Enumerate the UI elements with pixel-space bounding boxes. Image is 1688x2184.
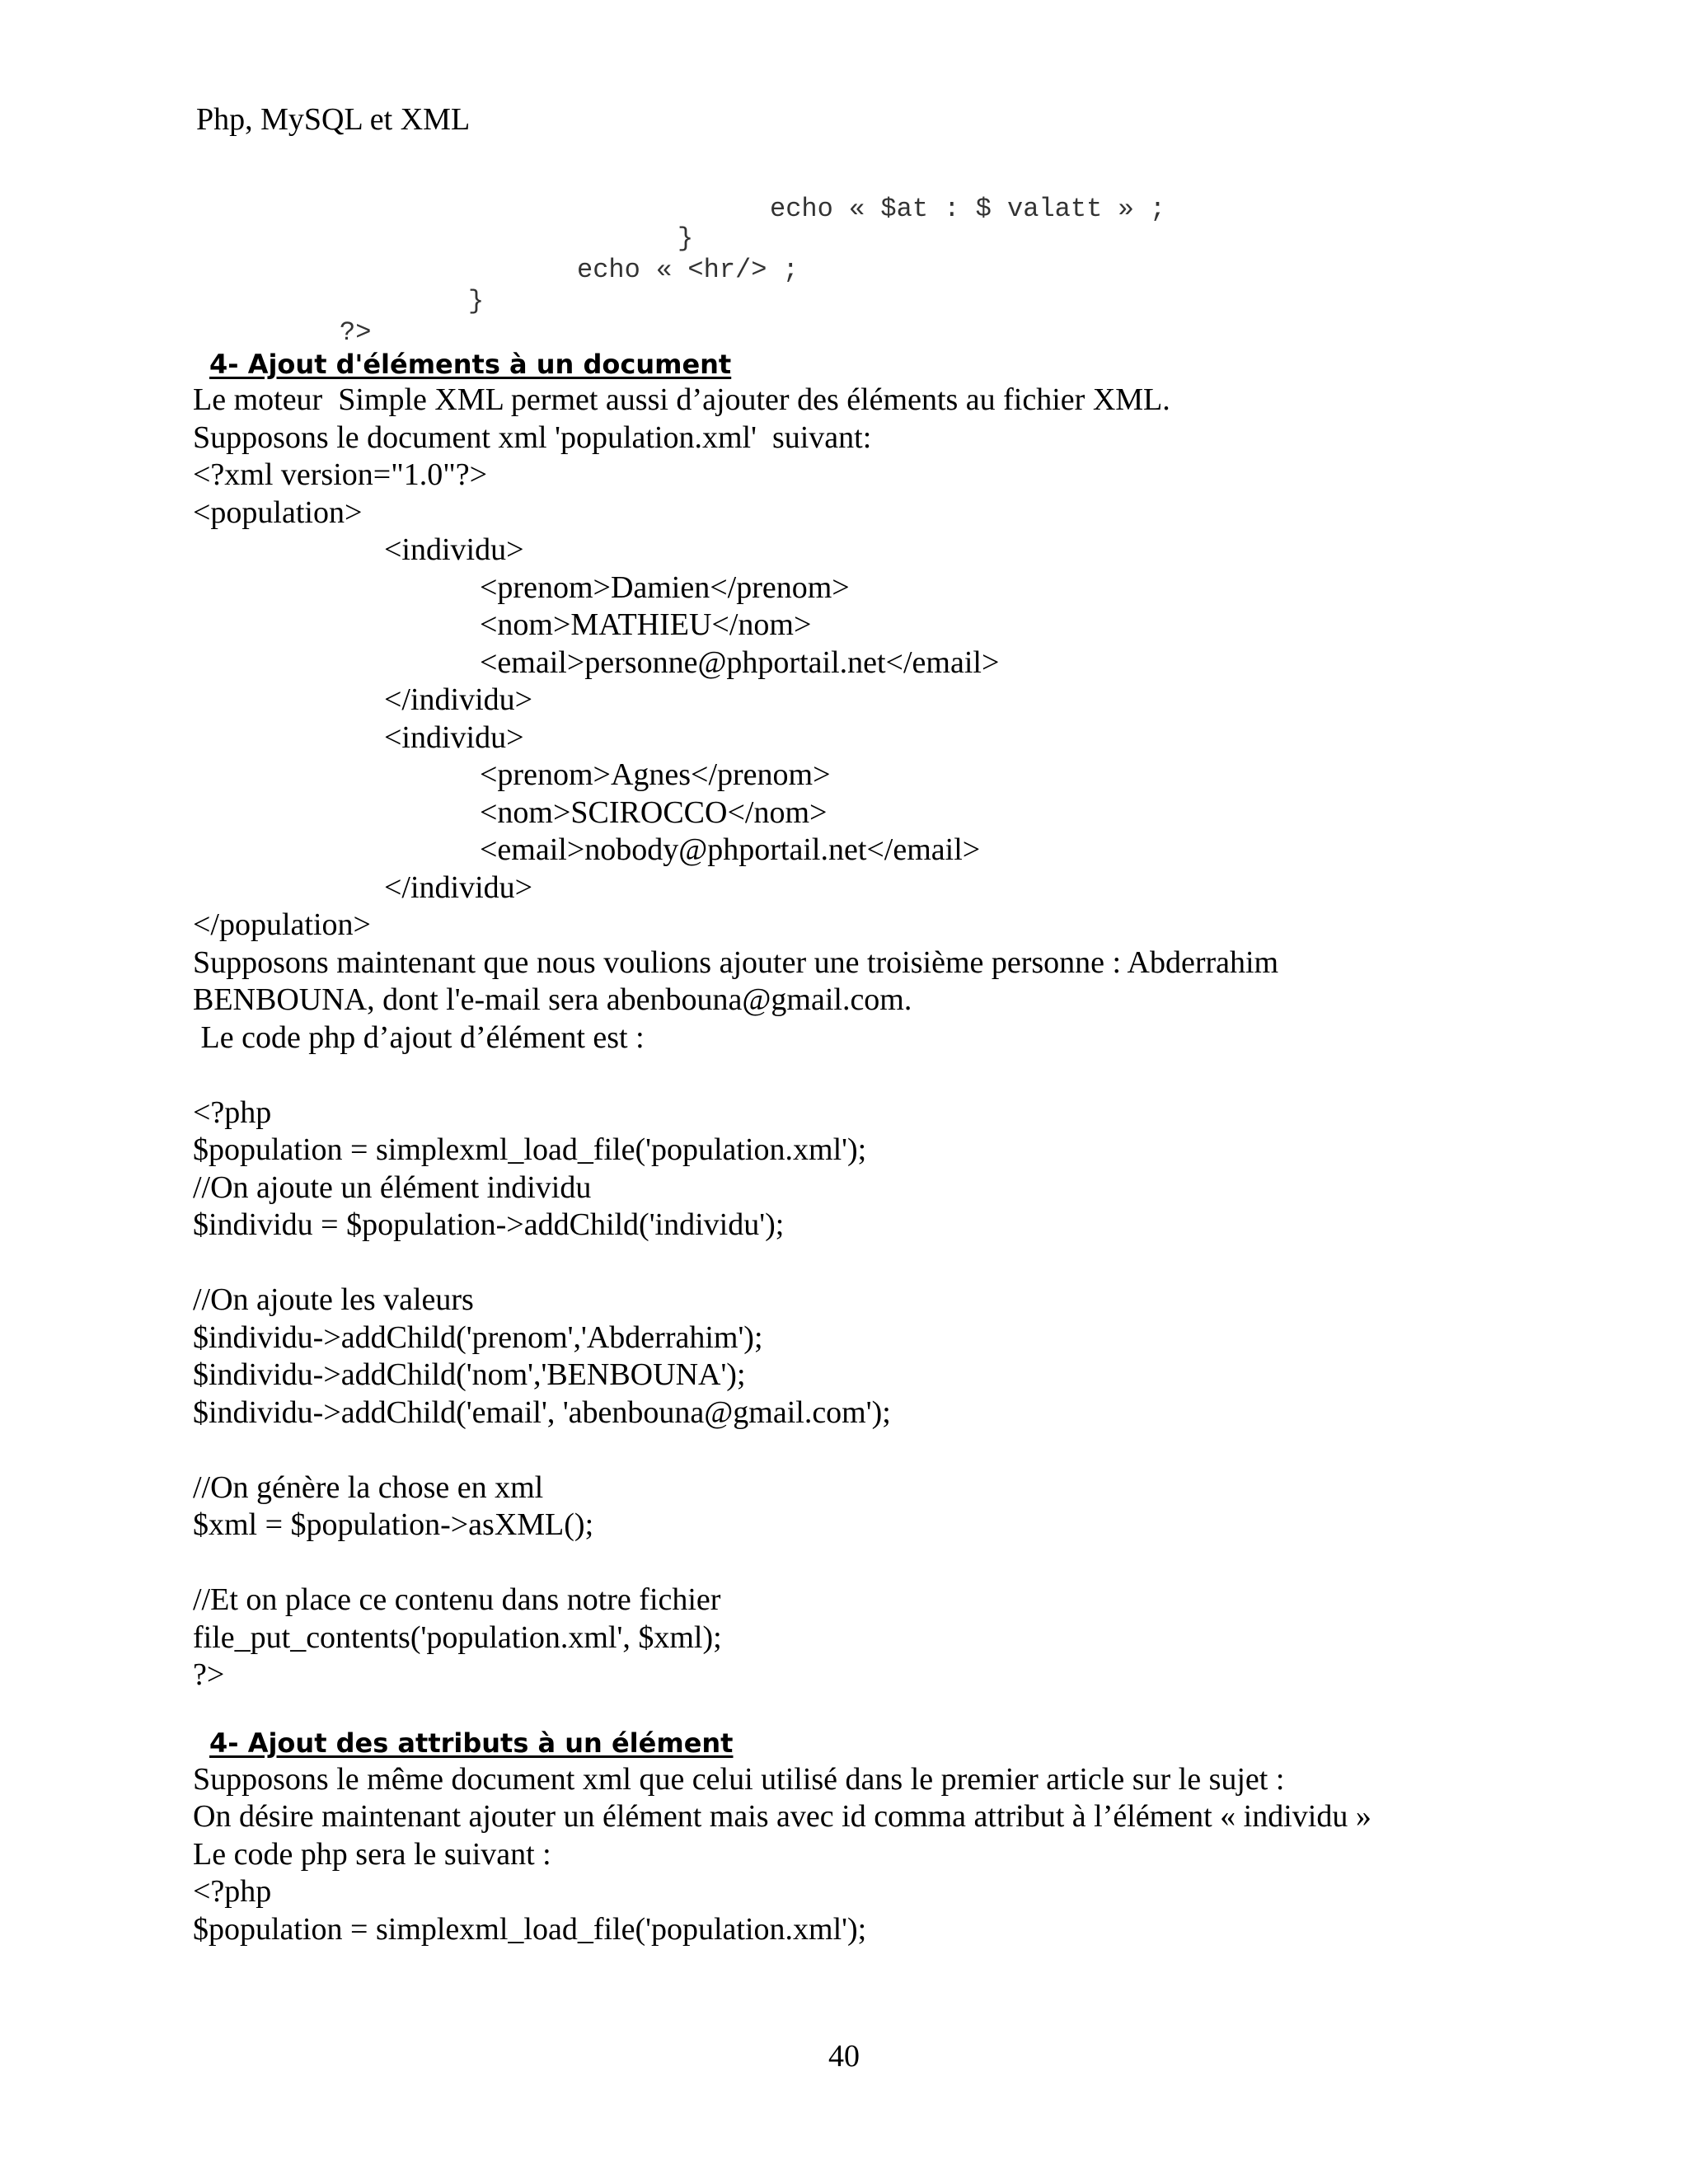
code-line: echo « <hr/> ; <box>577 255 799 285</box>
php-code-line: ?> <box>193 1657 225 1692</box>
paragraph-line: Supposons le document xml 'population.xml' suivant: <box>193 420 872 455</box>
php-code-line: $population = simplexml_load_file('population.xml'); <box>193 1132 867 1167</box>
php-code-line: $individu->addChild('prenom','Abderrahim'); <box>193 1320 763 1355</box>
xml-line: <individu> <box>384 532 524 567</box>
page-number: 40 <box>828 2039 860 2074</box>
xml-line: <individu> <box>384 720 524 755</box>
xml-line: <email>nobody@phportail.net</email> <box>480 832 981 867</box>
section-heading: 4- Ajout des attributs à un élément <box>209 1727 734 1759</box>
php-code-line: //On ajoute les valeurs <box>193 1282 474 1317</box>
php-code-line: $xml = $population->asXML(); <box>193 1507 594 1542</box>
xml-line: <nom>SCIROCCO</nom> <box>480 795 828 830</box>
section-heading: 4- Ajout d'éléments à un document <box>209 349 732 380</box>
php-code-line: $individu->addChild('nom','BENBOUNA'); <box>193 1357 746 1392</box>
php-code-line: file_put_contents('population.xml', $xml); <box>193 1620 722 1655</box>
xml-line: <nom>MATHIEU</nom> <box>480 607 812 642</box>
code-line: echo « $at : $ valatt » ; <box>770 194 1166 224</box>
php-code-line: <?php <box>193 1095 272 1130</box>
paragraph-line: Le code php d’ajout d’élément est : <box>193 1020 645 1055</box>
paragraph-line: Le code php sera le suivant : <box>193 1837 551 1872</box>
php-code-line: //Et on place ce contenu dans notre fichier <box>193 1582 721 1617</box>
xml-line: <prenom>Damien</prenom> <box>480 570 850 605</box>
xml-line: </individu> <box>384 870 533 905</box>
code-line: } <box>468 286 485 316</box>
xml-line: <prenom>Agnes</prenom> <box>480 757 831 792</box>
paragraph-line: BENBOUNA, dont l'e-mail sera abenbouna@gmail.com. <box>193 982 912 1017</box>
xml-line: <population> <box>193 495 363 530</box>
xml-line: </population> <box>193 907 371 942</box>
paragraph-line: Supposons le même document xml que celui utilisé dans le premier article sur le sujet : <box>193 1762 1285 1797</box>
xml-line: </individu> <box>384 682 533 717</box>
php-code-line: <?php <box>193 1874 272 1909</box>
paragraph-line: Supposons maintenant que nous voulions ajouter une troisième personne : Abderrahim <box>193 945 1279 980</box>
php-code-line: $individu->addChild('email', 'abenbouna@gmail.com'); <box>193 1395 891 1430</box>
xml-line: <?xml version="1.0"?> <box>193 457 488 492</box>
php-code-line: //On ajoute un élément individu <box>193 1170 592 1205</box>
php-code-line: $individu = $population->addChild('individu'); <box>193 1207 785 1242</box>
code-line: } <box>678 223 694 254</box>
page-header: Php, MySQL et XML <box>196 102 471 137</box>
php-code-line: $population = simplexml_load_file('population.xml'); <box>193 1912 867 1947</box>
xml-line: <email>personne@phportail.net</email> <box>480 645 1000 680</box>
php-code-line: //On génère la chose en xml <box>193 1470 544 1505</box>
code-line: ?> <box>340 317 372 348</box>
paragraph-line: Le moteur Simple XML permet aussi d’ajouter des éléments au fichier XML. <box>193 382 1170 417</box>
paragraph-line: On désire maintenant ajouter un élément mais avec id comma attribut à l’élément « individu » <box>193 1799 1372 1834</box>
